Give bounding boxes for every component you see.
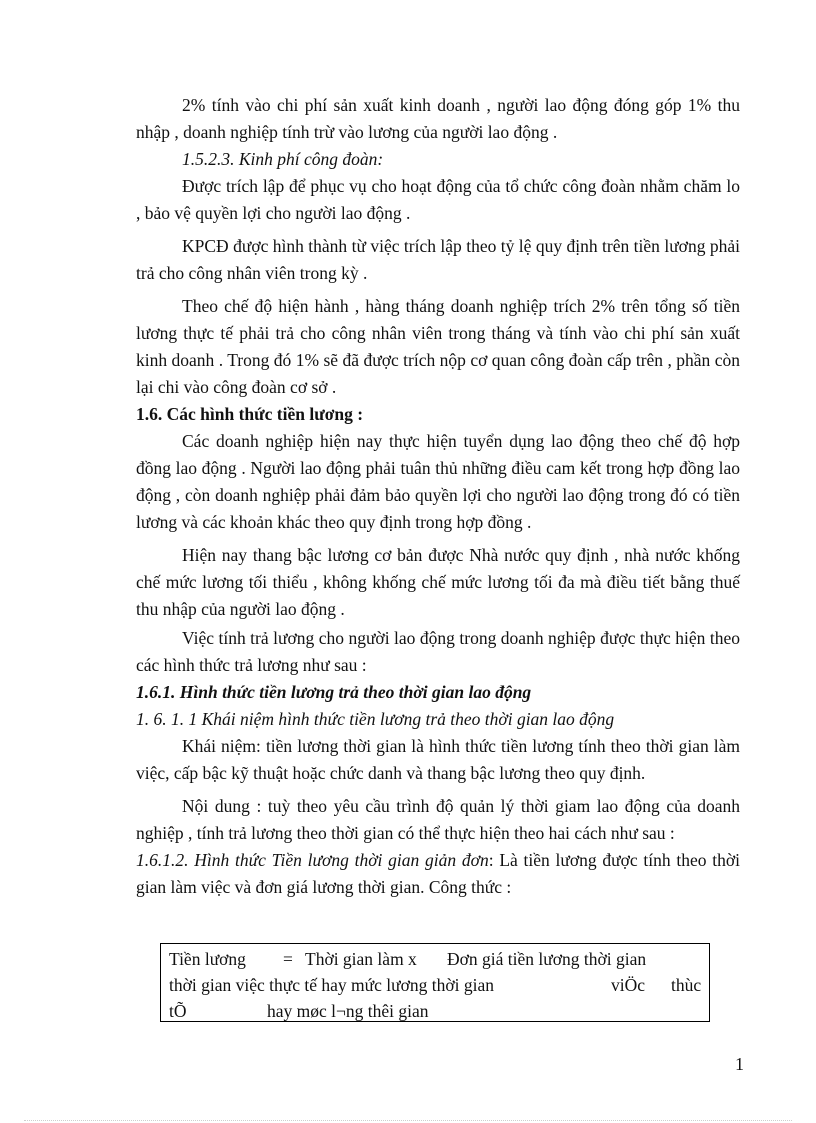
heading-1-6-1-1: 1. 6. 1. 1 Khái niệm hình thức tiền lương trả theo thời gian lao động [136, 709, 615, 729]
formula-row2-garbled-1: viÖc [611, 975, 646, 995]
heading-1-6-1: 1.6.1. Hình thức tiền lương trả theo thời gian lao động [136, 682, 532, 702]
paragraph-content: Nội dung : tuỳ theo yêu cầu trình độ quản lý thời giam lao động của doanh nghiệp , tính trả lương theo thời gian có thể thực hiện theo hai cách như sau : [136, 796, 740, 843]
formula-row2-garbled-2: thùc [671, 975, 702, 995]
paragraph-kpcd-regime: Theo chế độ hiện hành , hàng tháng doanh nghiệp trích 2% trên tổng số tiền lương thực tế phải trả cho công nhân viên trong tháng và tính vào chi phí sản xuất kinh doanh . Trong đó 1% sẽ đã được trích nộp cơ quan công đoàn cấp trên , phần còn lại chi vào công đoàn cơ sở . [136, 296, 740, 397]
paragraph-concept: Khái niệm: tiền lương thời gian là hình thức tiền lương tính theo thời gian làm việc, cấp bậc kỹ thuật hoặc chức danh và thang bậc lương theo quy định. [136, 736, 740, 783]
formula-row3-garbled-2: hay møc l¬ng thêi gian [267, 1001, 429, 1021]
page-number: 1 [735, 1054, 744, 1074]
paragraph-kpcd-purpose: Được trích lập để phục vụ cho hoạt động của tổ chức công đoàn nhằm chăm lo , bảo vệ quyền lợi cho người lao động . [136, 176, 740, 223]
paragraph-bhyt-contribution: 2% tính vào chi phí sản xuất kinh doanh , người lao động đóng góp 1% thu nhập , doanh nghiệp tính trừ vào lương của người lao động . [136, 95, 740, 142]
simple-time-wage-text: : Là tiền lương được tính theo thời gian làm việc và đơn giá lương thời gian. Công thức : [136, 850, 741, 897]
page-bottom-divider [24, 1120, 792, 1121]
formula-unit-price: Đơn giá tiền lương thời gian [447, 949, 647, 969]
formula-row-2 [169, 972, 701, 998]
formula-salary-label: Tiền lương [169, 949, 246, 969]
paragraph-simple-time-wage [136, 847, 740, 901]
paragraph-salary-scale: Hiện nay thang bậc lương cơ bản được Nhà nước quy định , nhà nước khống chế mức lương tối thiểu , không khống chế mức lương tối đa mà điều tiết bằng thuế thu nhập của người lao động . [136, 545, 740, 619]
formula-box [160, 943, 710, 1022]
formula-working-time: Thời gian làm x [305, 949, 417, 969]
formula-row-3 [169, 998, 701, 1024]
heading-1-5-2-3: 1.5.2.3. Kinh phí công đoàn: [182, 149, 384, 169]
document-body [136, 92, 740, 901]
heading-1-6-1-2: 1.6.1.2. Hình thức Tiền lương thời gian giản đơn [136, 850, 489, 870]
paragraph-payment-forms: Việc tính trả lương cho người lao động trong doanh nghiệp được thực hiện theo các hình thức trả lương như sau : [136, 628, 740, 675]
formula-equals: = [283, 949, 293, 969]
heading-1-6: 1.6. Các hình thức tiền lương : [136, 404, 364, 424]
formula-row3-garbled-1: tÕ [169, 1001, 187, 1021]
paragraph-kpcd-formation: KPCĐ được hình thành từ việc trích lập theo tỷ lệ quy định trên tiền lương phải trả cho công nhân viên trong kỳ . [136, 236, 740, 283]
formula-row2-text: thời gian việc thực tế hay mức lương thời gian [169, 975, 494, 995]
formula-row-1 [169, 946, 701, 972]
paragraph-labor-contract: Các doanh nghiệp hiện nay thực hiện tuyển dụng lao động theo chế độ hợp đồng lao động . Người lao động phải tuân thủ những điều cam kết trong hợp đồng lao động , còn doanh nghiệp phải đảm bảo quyền lợi cho người lao động trong đó có tiền lương và các khoản khác theo quy định trong hợp đồng . [136, 431, 740, 532]
